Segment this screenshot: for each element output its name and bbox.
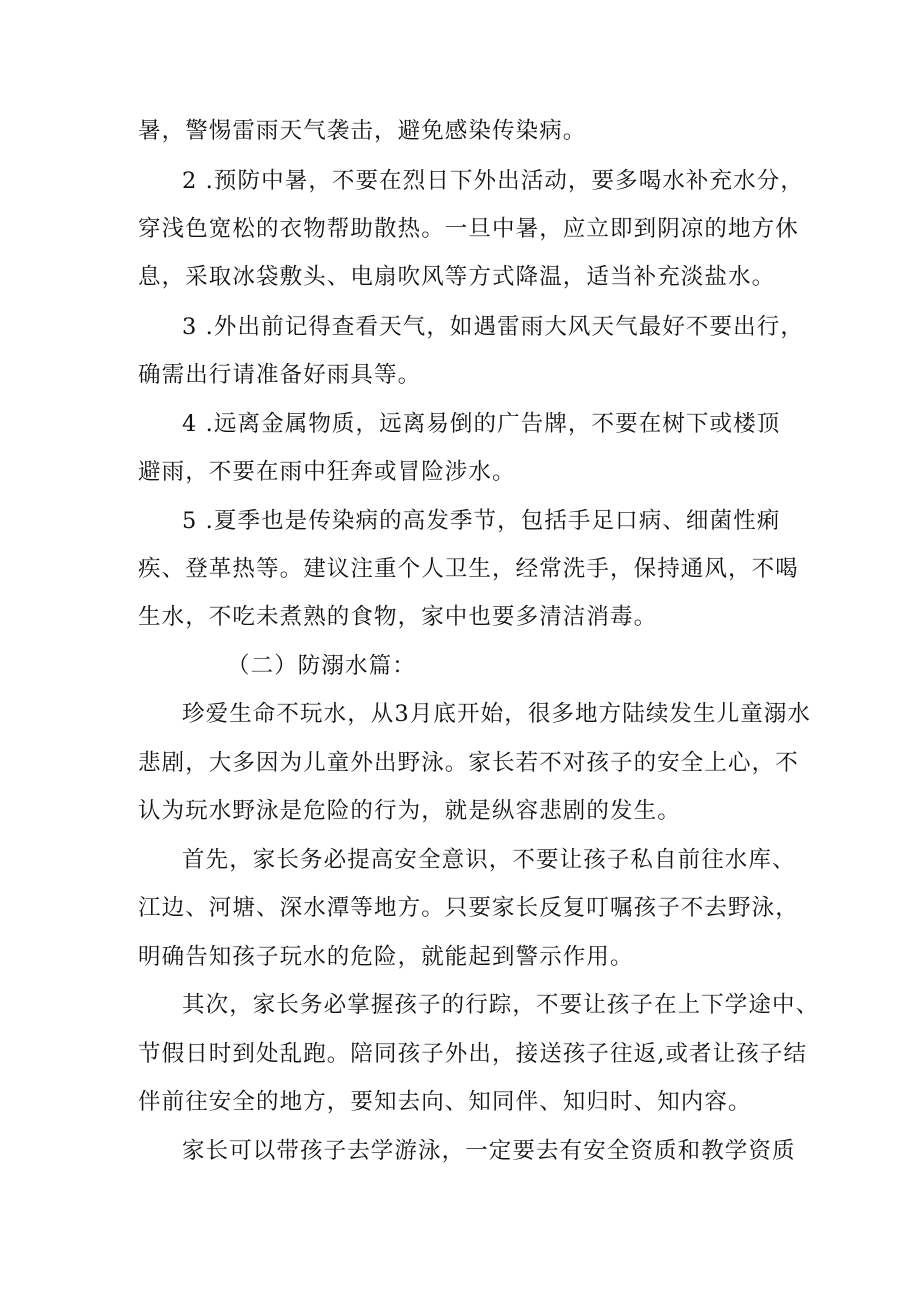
text-line: 避雨，不要在雨中狂奔或冒险涉水。: [138, 459, 516, 485]
text-line: 明确告知孩子玩水的危险，就能起到警示作用。: [138, 944, 634, 970]
text-line: 疾、登革热等。建议注重个人卫生，经常洗手，保持通风，不喝: [138, 556, 799, 582]
text-line: 家长可以带孩子去学游泳，一定要去有安全资质和教学资质: [182, 1138, 796, 1164]
section-heading: （二）防溺水篇：: [227, 653, 416, 679]
text-line: 首先，家长务必提高安全意识，不要让孩子私自前往水库、: [182, 847, 796, 873]
text-line: 珍爱生命不玩水，从3月底开始，很多地方陆续发生儿童溺水: [182, 701, 812, 727]
text-line: 节假日时到处乱跑。陪同孩子外出，接送孩子往返,或者让孩子结: [138, 1041, 808, 1067]
text-line: 3 .外出前记得查看天气，如遇雷雨大风天气最好不要出行，: [182, 314, 804, 340]
text-line: 认为玩水野泳是危险的行为，就是纵容悲剧的发生。: [138, 798, 681, 824]
text-line: 确需出行请准备好雨具等。: [138, 362, 422, 388]
text-line: 江边、河塘、深水潭等地方。只要家长反复叮嘱孩子不去野泳，: [138, 895, 799, 921]
text-line: 生水，不吃未煮熟的食物，家中也要多清洁消毒。: [138, 604, 658, 630]
text-line: 其次，家长务必掌握孩子的行踪，不要让孩子在上下学途中、: [182, 992, 820, 1018]
text-line: 暑，警惕雷雨天气袭击，避免感染传染病。: [138, 118, 587, 144]
text-line: 伴前往安全的地方，要知去向、知同伴、知归时、知内容。: [138, 1089, 752, 1115]
text-line: 息，采取冰袋敷头、电扇吹风等方式降温，适当补充淡盐水。: [138, 264, 776, 290]
text-line: 悲剧，大多因为儿童外出野泳。家长若不对孩子的安全上心，不: [138, 750, 799, 776]
text-line: 5 .夏季也是传染病的高发季节，包括手足口病、细菌性痢: [182, 508, 781, 534]
text-line: 穿浅色宽松的衣物帮助散热。一旦中暑，应立即到阴凉的地方休: [138, 216, 799, 242]
text-line: 4 .远离金属物质，远离易倒的广告牌，不要在树下或楼顶: [182, 411, 781, 437]
text-line: 2 .预防中暑，不要在烈日下外出活动，要多喝水补充水分，: [182, 168, 804, 194]
